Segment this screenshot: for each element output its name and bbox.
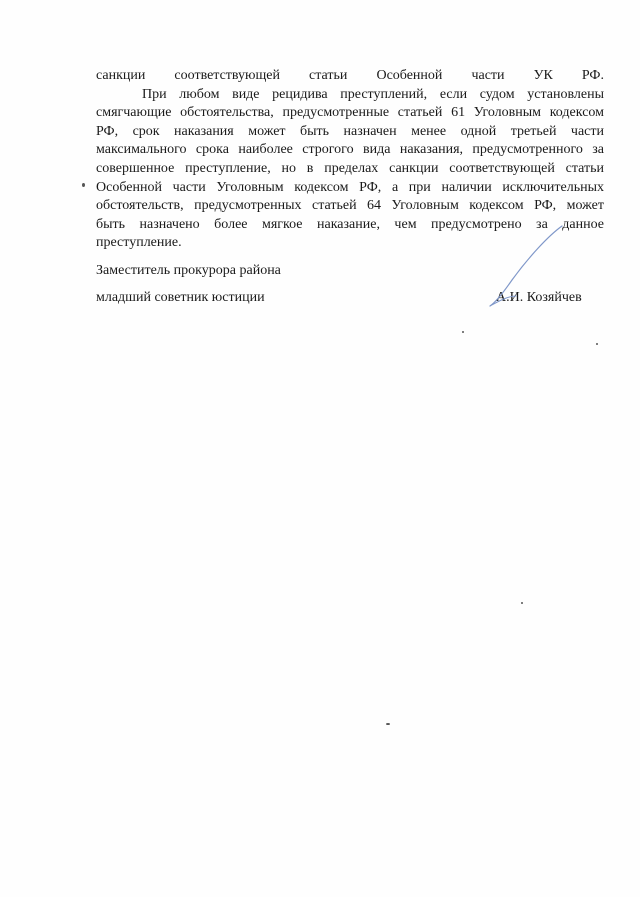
body-line: Особенной части Уголовным кодексом РФ, а при наличии исключительных [96, 179, 604, 195]
scan-speck [82, 183, 85, 187]
body-line: быть назначено более мягкое наказание, чем предусмотрено за данное [96, 216, 604, 232]
scan-speck [521, 602, 523, 604]
body-line: смягчающие обстоятельства, предусмотренные статьей 61 Уголовным кодексом [96, 105, 604, 121]
scan-speck [386, 723, 390, 725]
body-line: РФ, срок наказания может быть назначен менее одной третьей части [96, 123, 604, 139]
scan-speck [596, 343, 598, 345]
body-line: совершенное преступление, но в пределах санкции соответствующей статьи [96, 160, 604, 176]
body-line: максимального срока наиболее строгого вида наказания, предусмотренного за [96, 142, 604, 158]
body-line: санкции соответствующей статьи Особенной части УК РФ. [96, 68, 604, 83]
body-line: При любом виде рецидива преступлений, если судом установлены [142, 86, 604, 102]
signatory-position-line1: Заместитель прокурора района [96, 263, 281, 278]
body-line: преступление. [96, 235, 182, 251]
body-text [96, 67, 604, 253]
signatory-position-line2: младший советник юстиции [96, 290, 265, 305]
scan-speck [462, 331, 464, 333]
signatory-name: А.И. Козяйчев [496, 290, 582, 305]
body-line: обстоятельств, предусмотренных статьей 64 Уголовным кодексом РФ, может [96, 198, 604, 214]
